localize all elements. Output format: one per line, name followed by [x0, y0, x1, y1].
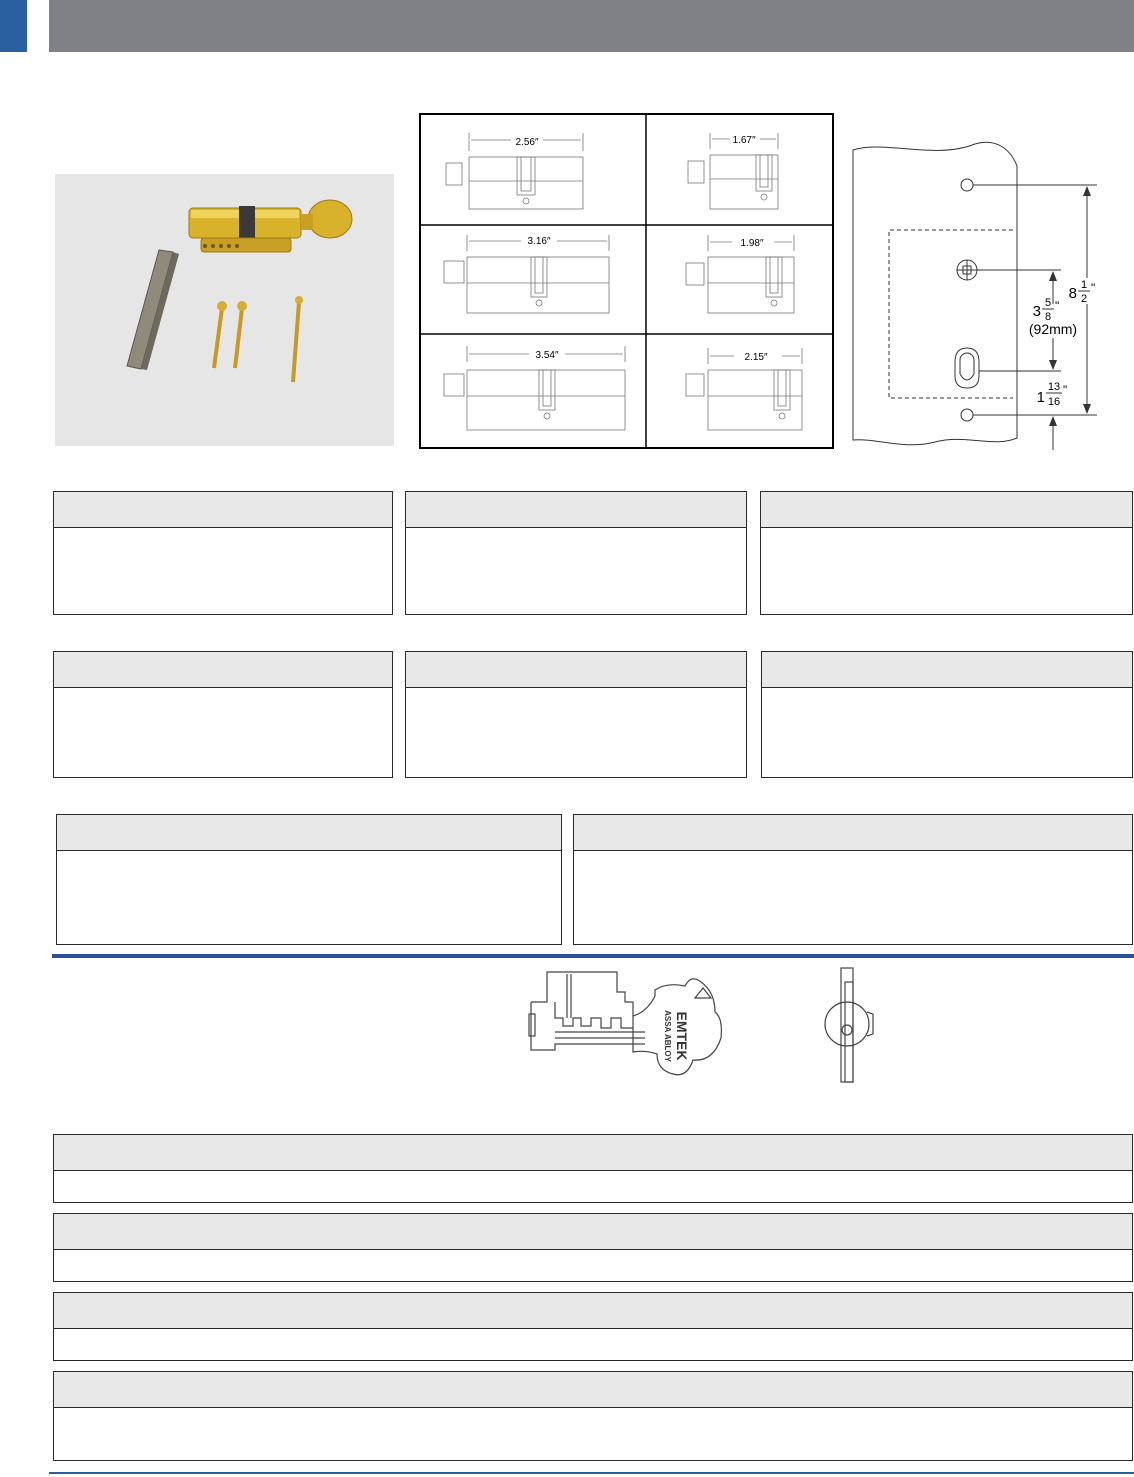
info-row: [53, 1213, 1133, 1282]
dim-label: 1.67″: [732, 135, 756, 146]
bottom-offset-den: 16: [1047, 396, 1061, 408]
info-row-header: [54, 1135, 1132, 1171]
info-box-header: [57, 815, 561, 851]
cylinder-single-medium: [646, 225, 832, 334]
key-sub-brand: ASSA ABLOY: [663, 1010, 672, 1062]
info-box: [405, 491, 747, 615]
info-box: [761, 651, 1133, 778]
dim-label: 3.16″: [527, 236, 551, 247]
dim-label: 2.56″: [515, 137, 539, 148]
key-brand: EMTEK: [674, 1011, 690, 1061]
info-box: [573, 814, 1133, 945]
cylinder-double-large: [421, 334, 646, 447]
product-photo: [55, 174, 394, 446]
info-box-header: [761, 492, 1132, 528]
cylinder-single-small: [646, 115, 832, 225]
overall-height-num: 1: [1080, 279, 1088, 291]
overall-height-den: 2: [1080, 293, 1088, 305]
dim-label: 2.15″: [744, 352, 768, 363]
info-box-header: [54, 652, 392, 688]
section-divider: [52, 954, 1134, 958]
cylinder-kit-photo-icon: [55, 174, 394, 446]
info-box-header: [54, 492, 392, 528]
info-row: [53, 1134, 1133, 1203]
info-row-header: [54, 1214, 1132, 1250]
spacing-unit: ": [1055, 299, 1060, 313]
info-box: [53, 651, 393, 778]
info-box: [760, 491, 1133, 615]
info-row: [53, 1292, 1133, 1361]
spacing-num: 5: [1044, 297, 1052, 309]
door-prep-diagram: [845, 138, 1105, 453]
info-box: [53, 491, 393, 615]
header-bar: [49, 0, 1134, 52]
bottom-offset-num: 13: [1047, 381, 1061, 393]
info-box: [56, 814, 562, 945]
cylinder-size-chart: [419, 113, 834, 449]
footer-rule: [49, 1472, 1134, 1474]
cylinder-double-small: [421, 115, 646, 225]
cylinder-double-medium: [421, 225, 646, 334]
bottom-offset-whole: 1: [1036, 389, 1045, 406]
spacing-metric: (92mm): [1028, 321, 1078, 337]
info-row-header: [54, 1293, 1132, 1329]
cam-icon: [815, 966, 885, 1086]
spacing-den: 8: [1044, 311, 1052, 323]
overall-height-whole: 8: [1068, 285, 1077, 302]
spacing-whole: 3: [1032, 303, 1041, 320]
info-box-header: [406, 652, 746, 688]
overall-height-unit: ": [1091, 281, 1096, 295]
info-row-header: [54, 1372, 1132, 1408]
bottom-offset-unit: ": [1063, 383, 1068, 397]
dim-label: 1.98″: [740, 238, 764, 249]
info-box: [405, 651, 747, 778]
info-box-header: [406, 492, 746, 528]
info-row: [53, 1371, 1133, 1461]
key-icon: [525, 966, 725, 1086]
info-box-header: [762, 652, 1132, 688]
cylinder-single-large: [646, 334, 832, 447]
info-box-header: [574, 815, 1132, 851]
dim-label: 3.54″: [535, 350, 559, 361]
page-tab: [0, 0, 27, 52]
